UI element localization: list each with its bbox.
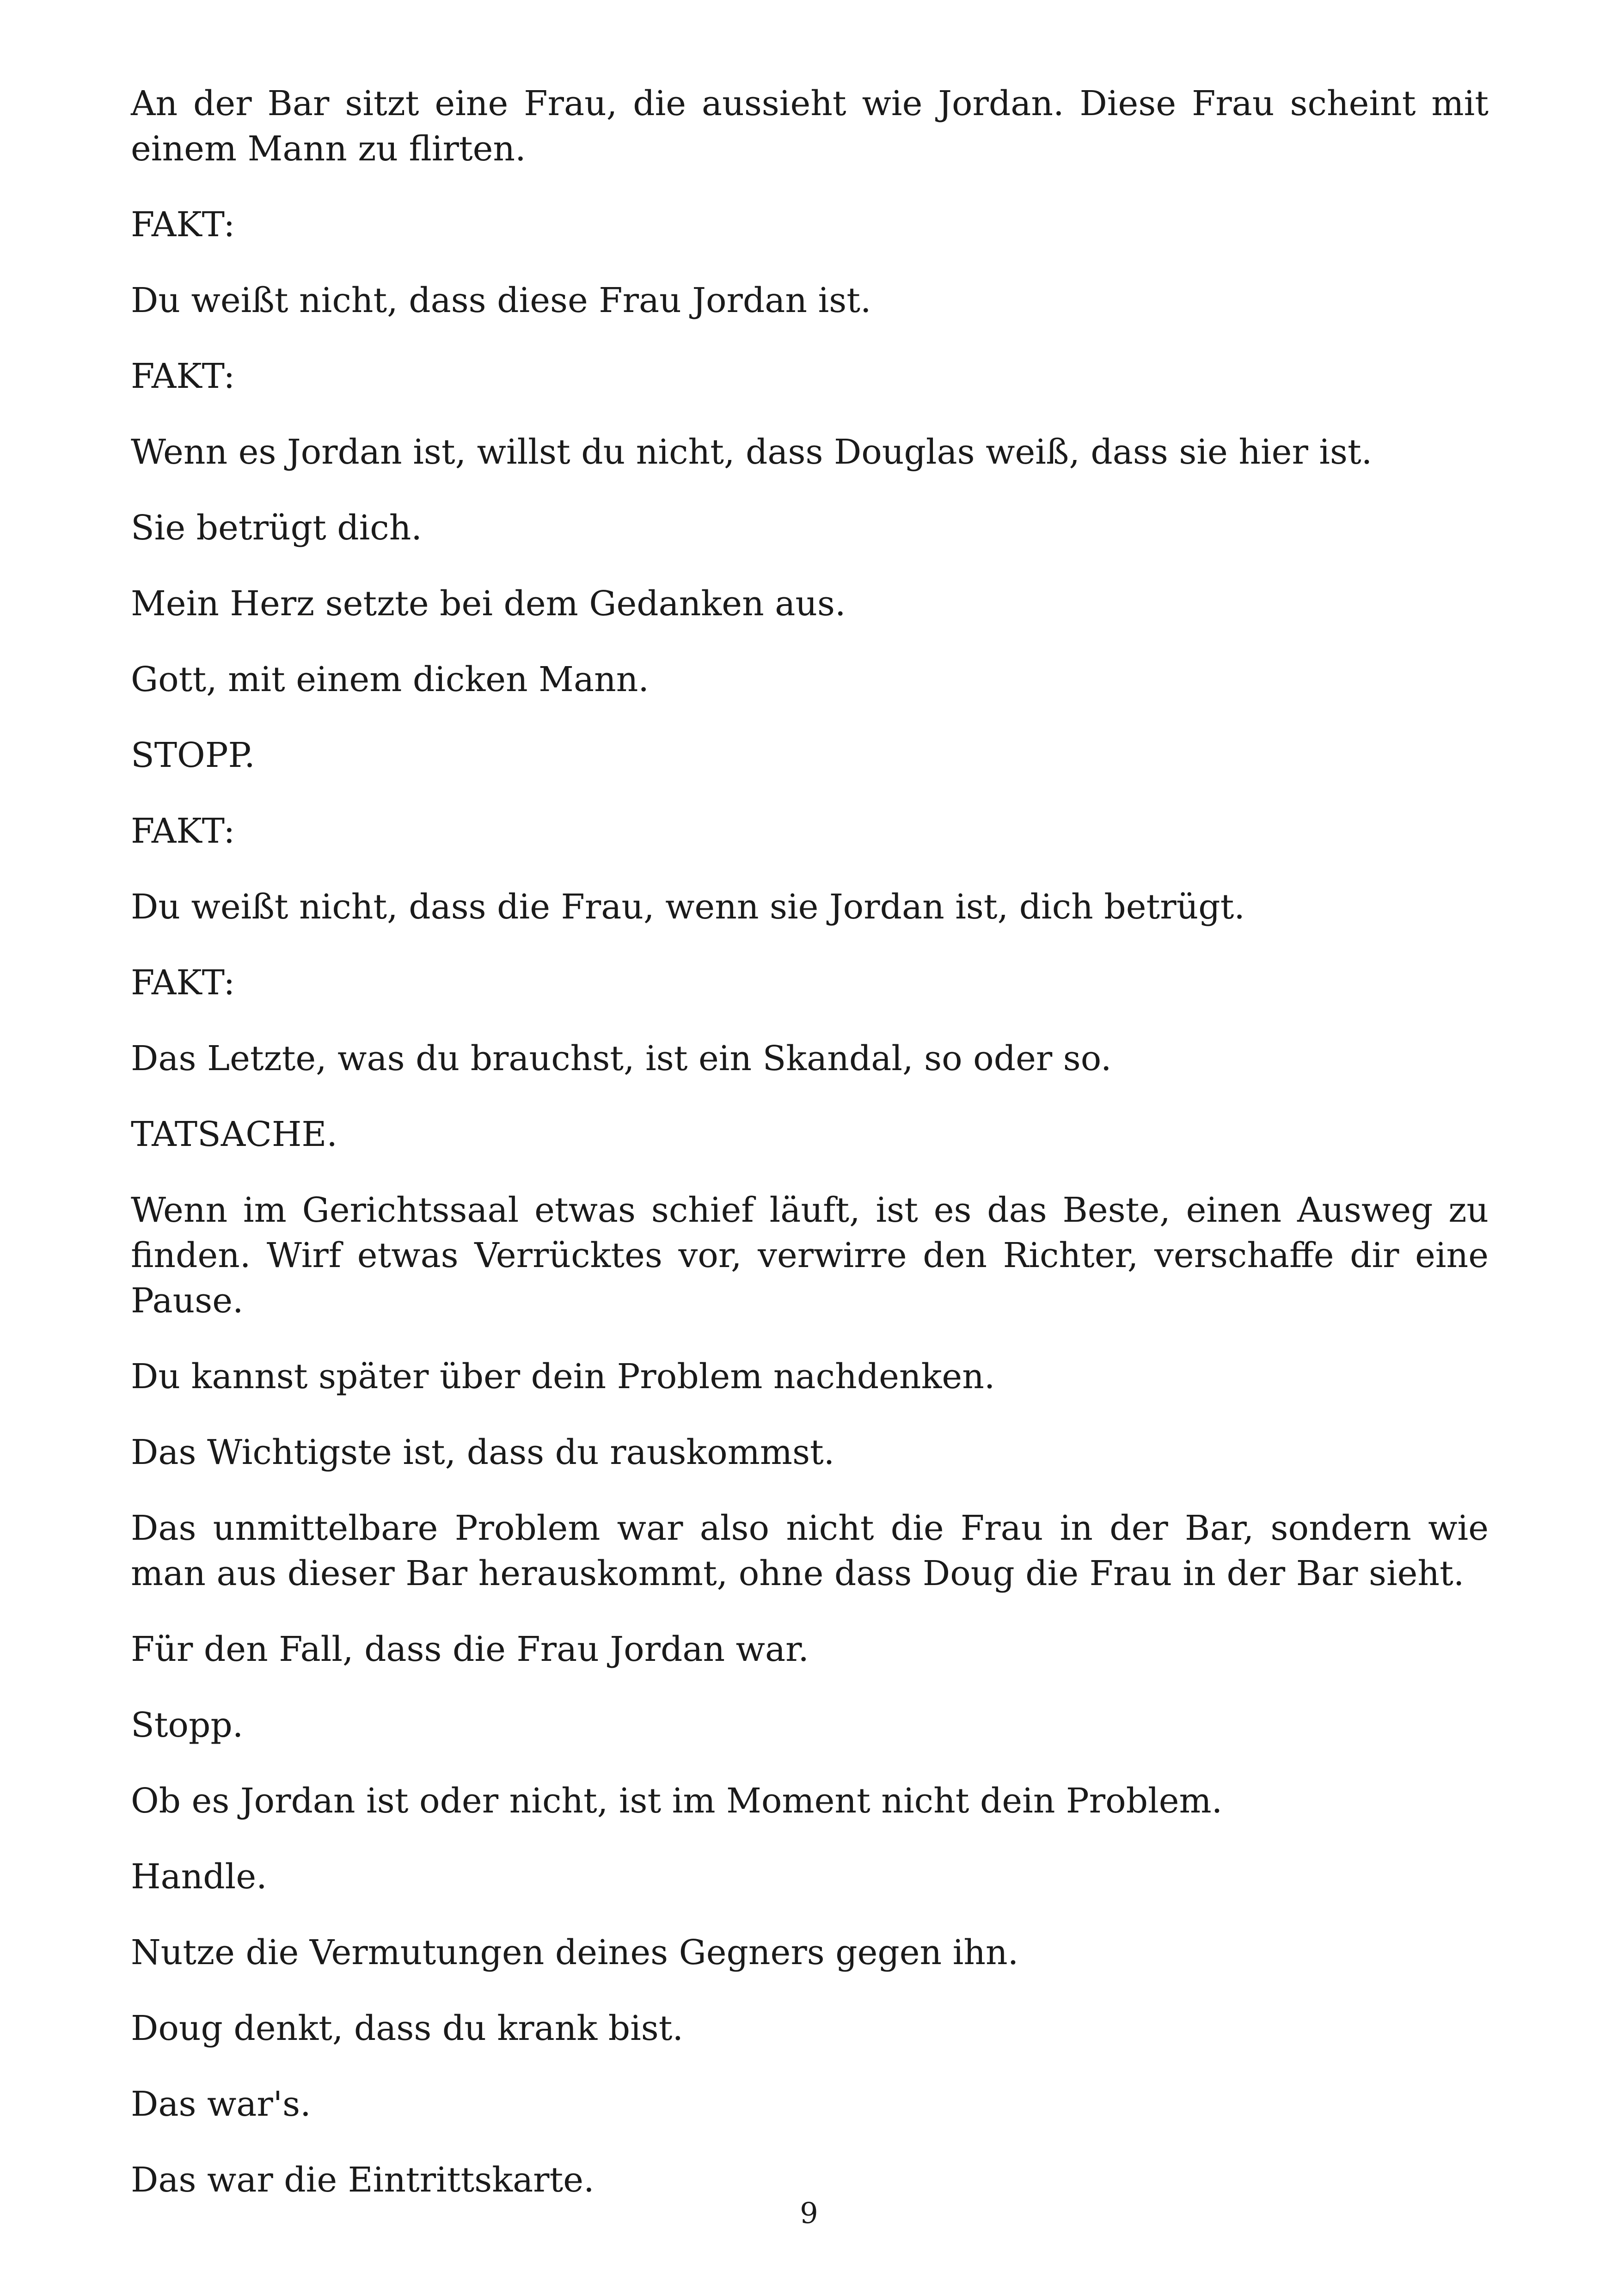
paragraph: Stopp. xyxy=(131,1705,244,1745)
paragraph: Doug denkt, dass du krank bist. xyxy=(131,2008,684,2048)
paragraph: Das unmittelbare Problem war also nicht die Frau in der Bar, sondern wie man aus dieser Bar herauskommt, ohne dass Doug die Frau in der Bar sieht. xyxy=(131,1508,1489,1593)
paragraph: STOPP. xyxy=(131,735,255,775)
page-number: 9 xyxy=(800,2196,818,2230)
paragraph: Das war's. xyxy=(131,2084,311,2124)
paragraph: Das Wichtigste ist, dass du rauskommst. xyxy=(131,1433,835,1472)
paragraph: FAKT: xyxy=(131,205,235,245)
paragraph: Nutze die Vermutungen deines Gegners gegen ihn. xyxy=(131,1933,1019,1972)
paragraph: FAKT: xyxy=(131,963,235,1003)
paragraph: Wenn es Jordan ist, willst du nicht, dass Douglas weiß, dass sie hier ist. xyxy=(131,432,1373,472)
paragraph: FAKT: xyxy=(131,356,235,396)
paragraph: Handle. xyxy=(131,1857,267,1897)
paragraph: An der Bar sitzt eine Frau, die aussieht wie Jordan. Diese Frau scheint mit einem Mann zu flirten. xyxy=(131,84,1489,169)
paragraph: Das Letzte, was du brauchst, ist ein Skandal, so oder so. xyxy=(131,1039,1112,1078)
paragraph: Mein Herz setzte bei dem Gedanken aus. xyxy=(131,584,846,624)
paragraph: TATSACHE. xyxy=(131,1114,337,1154)
paragraph: Sie betrügt dich. xyxy=(131,508,422,548)
paragraph: Wenn im Gerichtssaal etwas schief läuft, ist es das Beste, einen Ausweg zu finden. Wirf etwas Verrücktes vor, verwirre den Richter, verschaffe dir eine Pause. xyxy=(131,1190,1489,1321)
page-body xyxy=(131,81,1489,2233)
paragraph: FAKT: xyxy=(131,811,235,851)
paragraph: Ob es Jordan ist oder nicht, ist im Moment nicht dein Problem. xyxy=(131,1781,1223,1821)
paragraph: Du weißt nicht, dass die Frau, wenn sie Jordan ist, dich betrügt. xyxy=(131,887,1245,927)
paragraph: Du weißt nicht, dass diese Frau Jordan ist. xyxy=(131,281,871,320)
paragraph: Du kannst später über dein Problem nachdenken. xyxy=(131,1357,995,1396)
paragraph: Das war die Eintrittskarte. xyxy=(131,2160,594,2200)
paragraph: Gott, mit einem dicken Mann. xyxy=(131,660,649,699)
paragraph: Für den Fall, dass die Frau Jordan war. xyxy=(131,1629,809,1669)
